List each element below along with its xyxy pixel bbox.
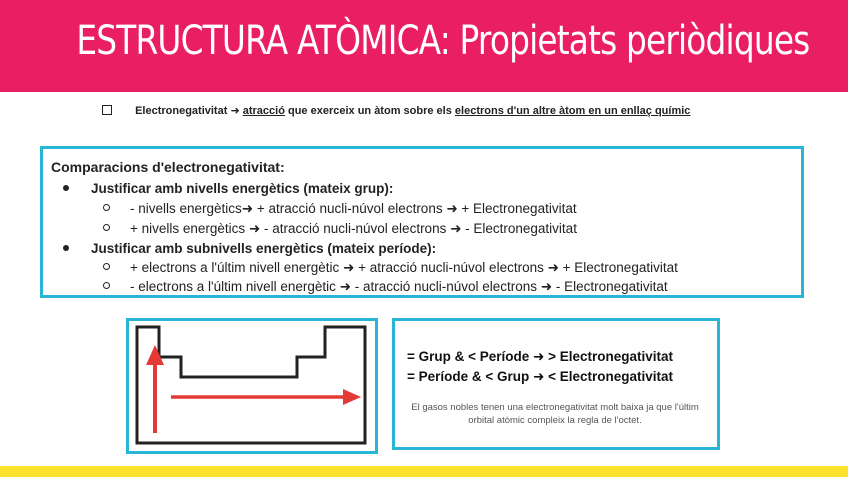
arrow-up-icon [146, 345, 164, 365]
comparisons-box [40, 146, 804, 298]
definition-underlined-1: atracció [242, 105, 285, 117]
bullet-circle-icon [103, 224, 110, 231]
bullet-dot-icon [63, 245, 69, 251]
bullet-circle-icon [103, 263, 110, 270]
comparisons-title: Comparacions d'electronegativitat: [51, 159, 285, 175]
checkbox-bullet-icon [102, 105, 112, 115]
group-heading: Justificar amb subnivells energètics (mateix període): [63, 241, 436, 256]
rules-box [392, 318, 720, 450]
arrow-right-icon: ➜ [230, 105, 240, 117]
list-item: - electrons a l'últim nivell energètic ➜ - atracció nucli-núvol electrons ➜ - Electronegativitat [103, 279, 668, 295]
rule-period: = Període & < Grup ➜ < Electronegativitat [407, 369, 674, 384]
footer-bar [0, 466, 848, 477]
slide-title: ESTRUCTURA ATÒMICA: Propietats periòdiques [76, 18, 810, 64]
bullet-dot-icon [63, 185, 69, 191]
periodic-table-diagram [126, 318, 378, 454]
list-item: - nivells energètics➜ + atracció nucli-núvol electrons ➜ + Electronegativitat [103, 201, 577, 217]
definition-line [102, 104, 802, 117]
group-heading: Justificar amb nivells energètics (mateix grup): [63, 181, 393, 196]
list-item: + nivells energètics ➜ - atracció nucli-núvol electrons ➜ - Electronegativitat [103, 221, 577, 237]
periodic-table-outline-icon [129, 321, 375, 451]
bullet-circle-icon [103, 204, 110, 211]
definition-mid: que exerceix un àtom sobre els [287, 105, 452, 117]
rule-group: = Grup & < Període ➜ > Electronegativitat [407, 349, 674, 364]
definition-term: Electronegativitat [135, 105, 228, 117]
bullet-circle-icon [103, 282, 110, 289]
noble-gases-note: El gasos nobles tenen una electronegativitat molt baixa ja que l'últim orbital atòmic compleix la regla de l'octet. [411, 402, 699, 426]
definition-underlined-2: electrons d'un altre àtom en un enllaç químic [454, 105, 691, 117]
arrow-right-icon [343, 389, 361, 405]
list-item: + electrons a l'últim nivell energètic ➜ + atracció nucli-núvol electrons ➜ + Electronegativitat [103, 260, 678, 276]
